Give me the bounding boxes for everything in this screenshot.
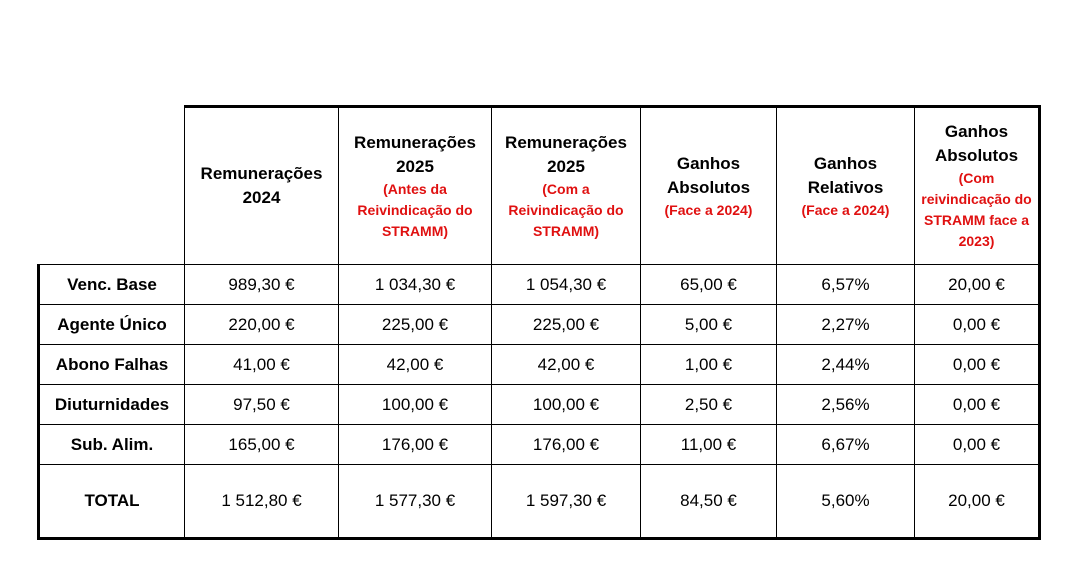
header-ganhos-absolutos [641, 107, 777, 265]
row-label: Sub. Alim. [39, 425, 185, 465]
table-cell: 1 054,30 € [492, 265, 641, 305]
table-cell: 65,00 € [641, 265, 777, 305]
row-label: Diuturnidades [39, 385, 185, 425]
table-cell: 100,00 € [492, 385, 641, 425]
table-row-diuturnidades [39, 385, 1040, 425]
table-cell: 2,44% [777, 345, 915, 385]
table-cell: 20,00 € [915, 265, 1040, 305]
header-title: Remunerações 2025 [354, 132, 476, 176]
table-cell: 225,00 € [339, 305, 492, 345]
header-remuneracoes-2024 [185, 107, 339, 265]
remuneration-table [37, 105, 1041, 540]
table-cell: 97,50 € [185, 385, 339, 425]
table-cell: 0,00 € [915, 345, 1040, 385]
table-cell: 0,00 € [915, 305, 1040, 345]
header-row [39, 107, 1040, 265]
header-title: Remunerações 2024 [200, 164, 323, 207]
row-label: Agente Único [39, 305, 185, 345]
header-subtitle: (Com reivindicação do STRAMM face a 2023) [921, 170, 1032, 249]
total-cell: 1 597,30 € [492, 465, 641, 539]
table-row-total [39, 465, 1040, 539]
table-cell: 220,00 € [185, 305, 339, 345]
header-title: Ganhos Absolutos [666, 153, 751, 197]
total-cell: 1 512,80 € [185, 465, 339, 539]
header-remuneracoes-2025-antes [339, 107, 492, 265]
header-subtitle: (Face a 2024) [664, 201, 753, 218]
row-label: Venc. Base [39, 265, 185, 305]
table-cell: 176,00 € [492, 425, 641, 465]
remuneration-table-wrapper [37, 105, 1041, 540]
table-cell: 1 034,30 € [339, 265, 492, 305]
header-subtitle: (Com a Reivindicação do STRAMM) [508, 180, 624, 239]
header-subtitle: (Antes da Reivindicação do STRAMM) [357, 180, 473, 239]
table-cell: 165,00 € [185, 425, 339, 465]
table-cell: 225,00 € [492, 305, 641, 345]
table-cell: 0,00 € [915, 385, 1040, 425]
header-title: Ganhos Relativos [807, 153, 884, 197]
corner-cell [39, 107, 185, 265]
total-cell: 5,60% [777, 465, 915, 539]
table-cell: 6,67% [777, 425, 915, 465]
table-cell: 5,00 € [641, 305, 777, 345]
row-label: Abono Falhas [39, 345, 185, 385]
header-title: Ganhos Absolutos [934, 122, 1019, 165]
header-remuneracoes-2025-com [492, 107, 641, 265]
total-cell: 20,00 € [915, 465, 1040, 539]
table-cell: 11,00 € [641, 425, 777, 465]
table-cell: 2,27% [777, 305, 915, 345]
table-cell: 1,00 € [641, 345, 777, 385]
header-ganhos-absolutos-stramm [915, 107, 1040, 265]
table-cell: 989,30 € [185, 265, 339, 305]
header-title: Remunerações 2025 [505, 132, 627, 176]
table-row-venc-base [39, 265, 1040, 305]
total-label: TOTAL [39, 465, 185, 539]
table-row-agente-unico [39, 305, 1040, 345]
table-row-sub-alim [39, 425, 1040, 465]
table-cell: 42,00 € [339, 345, 492, 385]
table-cell: 2,50 € [641, 385, 777, 425]
table-cell: 42,00 € [492, 345, 641, 385]
table-cell: 100,00 € [339, 385, 492, 425]
header-ganhos-relativos [777, 107, 915, 265]
table-cell: 6,57% [777, 265, 915, 305]
table-row-abono-falhas [39, 345, 1040, 385]
total-cell: 1 577,30 € [339, 465, 492, 539]
table-cell: 2,56% [777, 385, 915, 425]
header-subtitle: (Face a 2024) [801, 201, 890, 218]
table-cell: 0,00 € [915, 425, 1040, 465]
total-cell: 84,50 € [641, 465, 777, 539]
table-cell: 176,00 € [339, 425, 492, 465]
table-cell: 41,00 € [185, 345, 339, 385]
